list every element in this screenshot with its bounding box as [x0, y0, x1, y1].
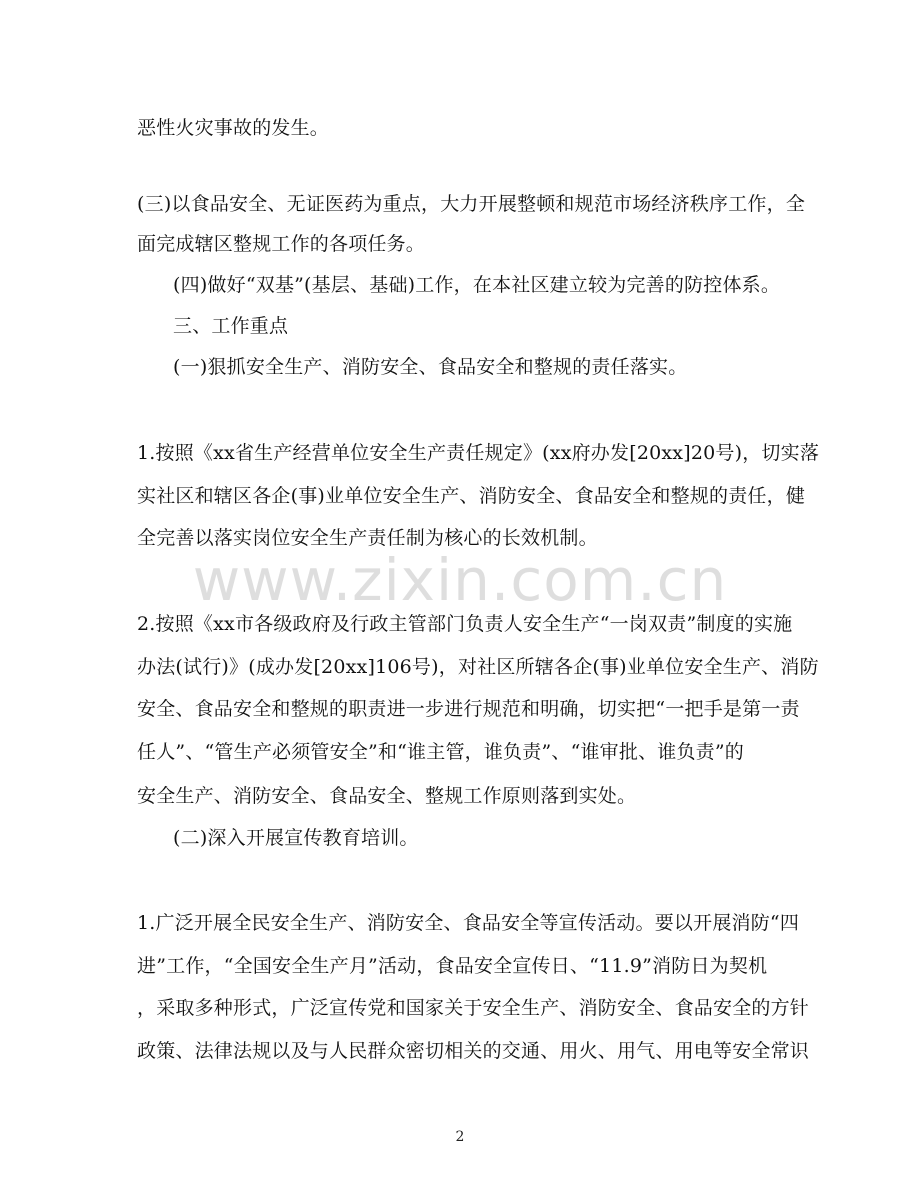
text-line: 政策、法律法规以及与人民群众密切相关的交通、用火、用气、用电等安全常识 [137, 1040, 810, 1062]
text-line: ，采取多种形式，广泛宣传党和国家关于安全生产、消防安全、食品安全的方针 [137, 997, 810, 1019]
subsection-heading: (二)深入开展宣传教育培训。 [173, 827, 419, 849]
page-number: 2 [455, 1129, 465, 1145]
text-line: 1.按照《xx省生产经营单位安全生产责任规定》(xx府办发[20xx]20号)，切实落 [137, 442, 820, 464]
text-line: 进”工作，“全国安全生产月”活动，食品安全宣传日、“11.9”消防日为契机 [137, 955, 768, 977]
text-line: (三)以食品安全、无证医药为重点，大力开展整顿和规范市场经济秩序工作，全 [137, 193, 806, 215]
text-line: 1.广泛开展全民安全生产、消防安全、食品安全等宣传活动。要以开展消防“四 [137, 912, 800, 934]
text-line: 安全生产、消防安全、食品安全、整规工作原则落到实处。 [137, 785, 637, 807]
subsection-heading: (一)狠抓安全生产、消防安全、食品安全和整规的责任落实。 [173, 356, 688, 378]
section-heading: 三、工作重点 [173, 315, 289, 337]
text-line: 实社区和辖区各企(事)业单位安全生产、消防安全、食品安全和整规的责任，健 [137, 485, 806, 507]
text-line: 面完成辖区整规工作的各项任务。 [137, 233, 426, 255]
text-line: 安全、食品安全和整规的职责进一步进行规范和明确，切实把“一把手是第一责 [137, 698, 800, 720]
text-line: (四)做好“双基”(基层、基础)工作，在本社区建立较为完善的防控体系。 [173, 274, 781, 296]
text-line: 全完善以落实岗位安全生产责任制为核心的长效机制。 [137, 527, 598, 549]
text-line: 任人”、“管生产必须管安全”和“谁主管，谁负责”、“谁审批、谁负责”的 [137, 741, 744, 763]
watermark: www.zixin.com.cn [192, 546, 728, 614]
text-line: 恶性火灾事故的发生。 [137, 117, 330, 139]
text-line: 2.按照《xx市各级政府及行政主管部门负责人安全生产“一岗双责”制度的实施 [137, 613, 793, 635]
text-line: 办法(试行)》(成办发[20xx]106号)，对社区所辖各企(事)业单位安全生产、消防 [137, 656, 819, 678]
